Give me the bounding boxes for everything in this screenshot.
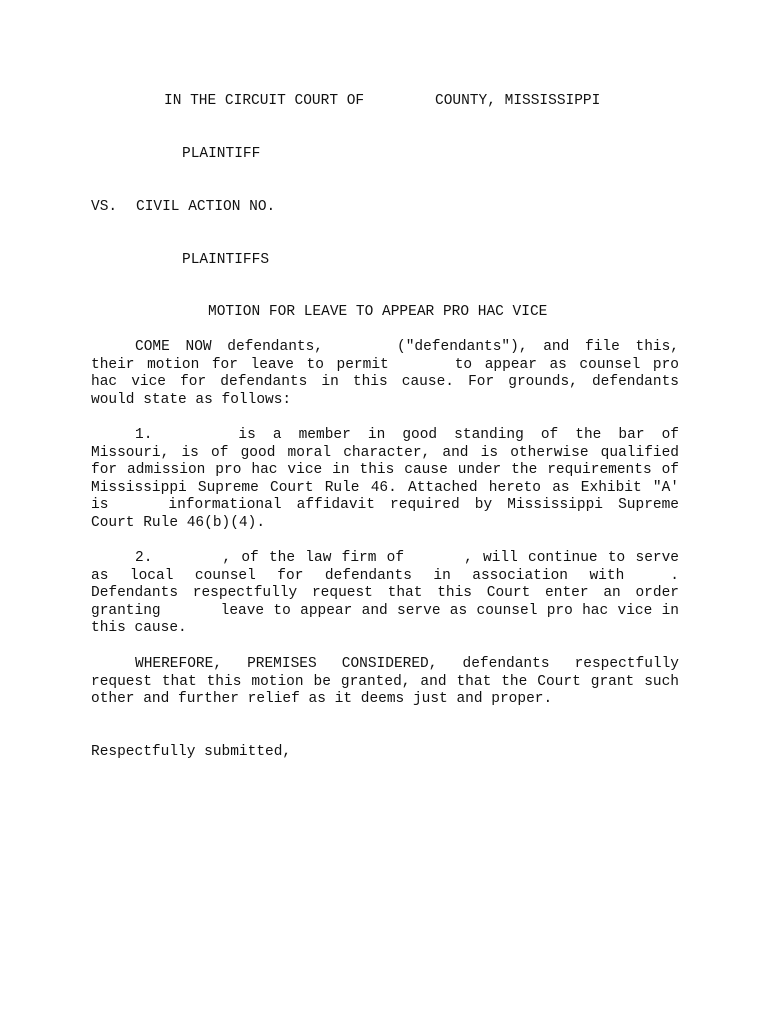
civil-action-label: CIVIL ACTION NO. [136, 199, 276, 215]
paragraph-1-text-part1: is a member in good standing of the bar of Missouri, is of good moral character, and is otherwise qualified for admission pro hac vice in this cause under the requirements of Mississippi Supreme Court Rule 46. Attached hereto as Exhibit "A' is [91, 427, 679, 513]
wherefore-text: WHEREFORE, PREMISES CONSIDERED, defendants respectfully request that this motion be granted, and that the Court grant such other and further relief as it deems just and proper. [91, 656, 679, 707]
paragraph-2-text-part4: leave to appear and serve as counsel pro hac vice in this cause. [91, 602, 679, 636]
paragraph-1-text-part2: informational affidavit required by Mississippi Supreme Court Rule 46(b)(4). [91, 497, 679, 531]
court-heading-prefix: IN THE CIRCUIT COURT OF [164, 93, 365, 109]
intro-text-part3: to appear as counsel pro hac vice for defendants in this cause. For grounds, defendants would state as follows: [91, 356, 679, 408]
intro-paragraph [91, 339, 679, 409]
intro-text-part2: ("defendants"), and file this, their motion for leave to permit [91, 339, 679, 373]
paragraph-2-text-part3: . Defendants respectfully request that this Court enter an order granting [91, 567, 679, 619]
paragraph-1-number: 1. [135, 427, 153, 443]
closing-signature-line: Respectfully submitted, [91, 744, 292, 760]
document-title: MOTION FOR LEAVE TO APPEAR PRO HAC VICE [208, 304, 548, 320]
intro-text-part1: COME NOW defendants, [135, 339, 323, 355]
paragraph-2-number: 2. [135, 550, 153, 566]
court-heading-suffix: COUNTY, MISSISSIPPI [435, 93, 601, 109]
paragraph-2 [91, 550, 679, 638]
paragraph-1 [91, 427, 679, 532]
wherefore-paragraph [91, 656, 679, 709]
plaintiffs-label: PLAINTIFFS [182, 252, 270, 268]
plaintiff-label: PLAINTIFF [182, 146, 261, 162]
paragraph-2-text-part1: , of the law firm of [222, 550, 405, 566]
vs-label: VS. [91, 199, 118, 215]
paragraph-2-text-part2: , will continue to serve as local counsel for defendants in association with [91, 550, 679, 584]
